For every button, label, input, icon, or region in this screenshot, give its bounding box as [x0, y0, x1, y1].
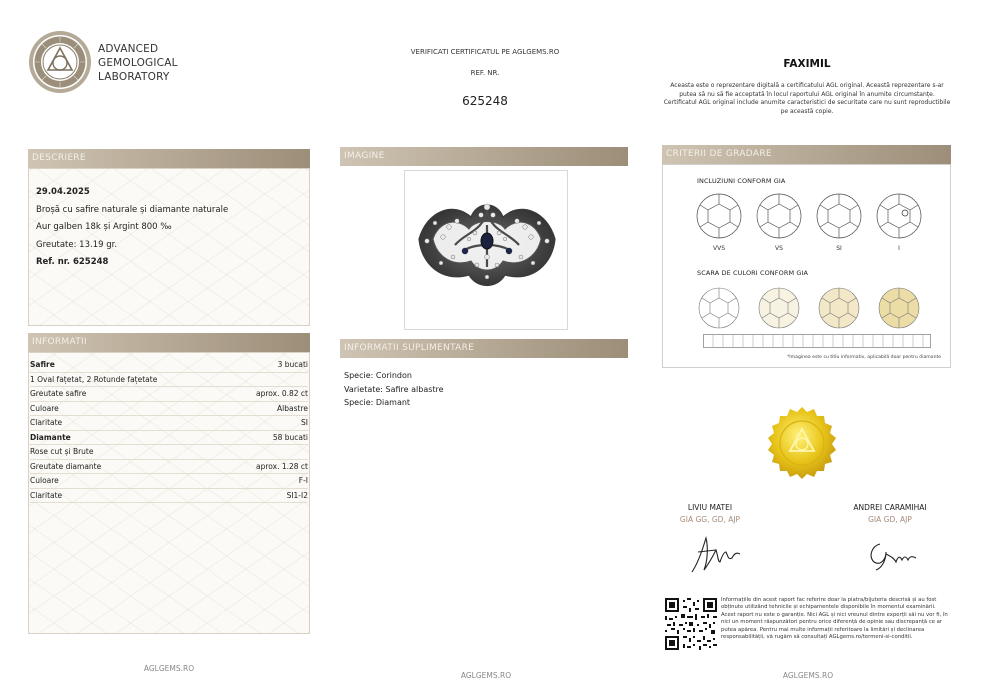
- info-value: SI: [301, 418, 308, 428]
- info-row: [30, 373, 308, 388]
- verify-text: VERIFICATI CERTIFICATUL PE AGLGEMS.RO: [410, 48, 560, 56]
- info-label: 1 Oval fațetat, 2 Rotunde fațetate: [30, 374, 158, 384]
- grading-note: *Imaginea este cu titlu informativ, aplicabilă doar pentru diamante: [787, 355, 942, 360]
- description-line: Aur galben 18k și Argint 800 ‰: [36, 222, 172, 232]
- info-label: Greutate safire: [30, 389, 87, 399]
- faximil-title: FAXIMIL: [783, 58, 831, 70]
- suplimentare-header: INFORMATII SUPLIMENTARE: [340, 339, 628, 358]
- clarity-label: I: [898, 245, 900, 252]
- criterii-header: CRITERII DE GRADARE: [662, 145, 951, 164]
- imagine-header: IMAGINE: [340, 147, 628, 166]
- info-value: 58 bucati: [272, 432, 308, 442]
- info-row: [30, 460, 308, 475]
- info-row: [30, 358, 308, 373]
- certificate-date: 29.04.2025: [36, 187, 90, 197]
- agl-logo: [28, 30, 92, 94]
- info-row: [30, 416, 308, 431]
- clarity-label: VS: [775, 245, 783, 252]
- incluziuni-label: INCLUZIUNI CONFORM GIA: [697, 177, 786, 185]
- info-row: [30, 489, 308, 504]
- suplimentare-line: Specie: Diamant: [344, 398, 411, 407]
- info-row: [30, 387, 308, 402]
- info-value: aprox. 0.82 ct: [256, 389, 308, 399]
- clarity-label: SI: [836, 245, 842, 252]
- signer-credentials: GIA GG, GD, AJP: [679, 515, 741, 524]
- lab-name-line: ADVANCED: [98, 43, 159, 55]
- footer-center: AGLGEMS.RO: [460, 671, 512, 680]
- description-line: Greutate: 13.19 gr.: [36, 239, 118, 250]
- signature-andrei-caramihai: [864, 534, 920, 574]
- description-ref: Ref. nr. 625248: [36, 257, 109, 267]
- footer-left: AGLGEMS.RO: [143, 664, 195, 673]
- qr-code[interactable]: [665, 598, 717, 650]
- signer-name: LIVIU MATEI: [687, 503, 733, 512]
- suplimentare-line: Specie: Corindon: [344, 371, 412, 380]
- info-value: Albastre: [277, 403, 308, 413]
- signer-name: ANDREI CARAMIHAI: [853, 503, 927, 512]
- info-label: Diamante: [30, 432, 71, 442]
- informatii-header: INFORMATII: [28, 333, 310, 352]
- info-row: [30, 474, 308, 489]
- color-scale-strip: [703, 333, 931, 347]
- suplimentare-line: Varietate: Safire albastre: [344, 384, 444, 394]
- info-row: [30, 402, 308, 417]
- info-row: [30, 431, 308, 446]
- signer-credentials: GIA GD, AJP: [868, 515, 912, 524]
- culori-label: SCARA DE CULORI CONFORM GIA: [697, 269, 809, 277]
- descriere-text: [36, 184, 228, 272]
- grading-chart: [662, 164, 951, 368]
- footer-right: AGLGEMS.RO: [782, 671, 834, 680]
- info-value: aprox. 1.28 ct: [256, 461, 308, 471]
- lab-name-line: LABORATORY: [98, 71, 170, 83]
- info-label: Greutate diamante: [30, 461, 102, 471]
- clarity-diamonds: [693, 191, 933, 241]
- info-label: Culoare: [30, 403, 59, 413]
- info-label: Safire: [30, 360, 55, 370]
- info-label: Culoare: [30, 476, 59, 486]
- ref-number: 625248: [462, 94, 508, 108]
- info-row: [30, 445, 308, 460]
- suplimentare-text: [344, 369, 444, 410]
- info-label: Claritate: [30, 418, 63, 428]
- legal-disclaimer: Informațiile din acest raport fac referire doar la piatra/bijuteria descrisă și au fost obținute utilizând tehnicile și echipamentele disponibile în momentul examinării. Acest raport nu este o garanție. Nici AGL și nici vreunul dintre experții săi nu vor fi, în nici un moment răspunzători pentru orice diferență de opinie sau discrepanță ce ar putea apărea. Pentru mai multe informații referitoare la limitări și declinarea responsabilității, vă rugăm să consultați AGLgems.ro/termeni-si-conditii.: [721, 597, 948, 641]
- ref-label: REF. NR.: [470, 69, 500, 77]
- info-value: SI1-I2: [286, 490, 308, 500]
- informatii-table: [30, 358, 308, 503]
- info-value: 3 bucati: [277, 360, 308, 370]
- color-diamonds: [693, 283, 933, 333]
- description-line: Broșă cu safire naturale și diamante naturale: [36, 204, 229, 215]
- info-value: F-I: [298, 476, 308, 486]
- lab-name-line: GEMOLOGICAL: [98, 57, 178, 69]
- info-label: Claritate: [30, 490, 63, 500]
- descriere-header: DESCRIERE: [28, 149, 310, 168]
- agl-gold-seal: [764, 405, 840, 481]
- info-label: Rose cut și Brute: [30, 447, 94, 457]
- jewelry-photo: [404, 170, 568, 330]
- signature-liviu-matei: [686, 532, 746, 576]
- clarity-label: VVS: [712, 245, 726, 252]
- faximil-notice: Aceasta este o reprezentare digitală a certificatului AGL original. Această reprezentare s-ar putea să nu să fie acceptată în locul raportului AGL original în anumite circumstanțe. Certificatul AGL original include anumite caracteristici de securitate care nu sunt reproductibile pe această copie.: [663, 82, 951, 115]
- lab-name: [98, 42, 178, 84]
